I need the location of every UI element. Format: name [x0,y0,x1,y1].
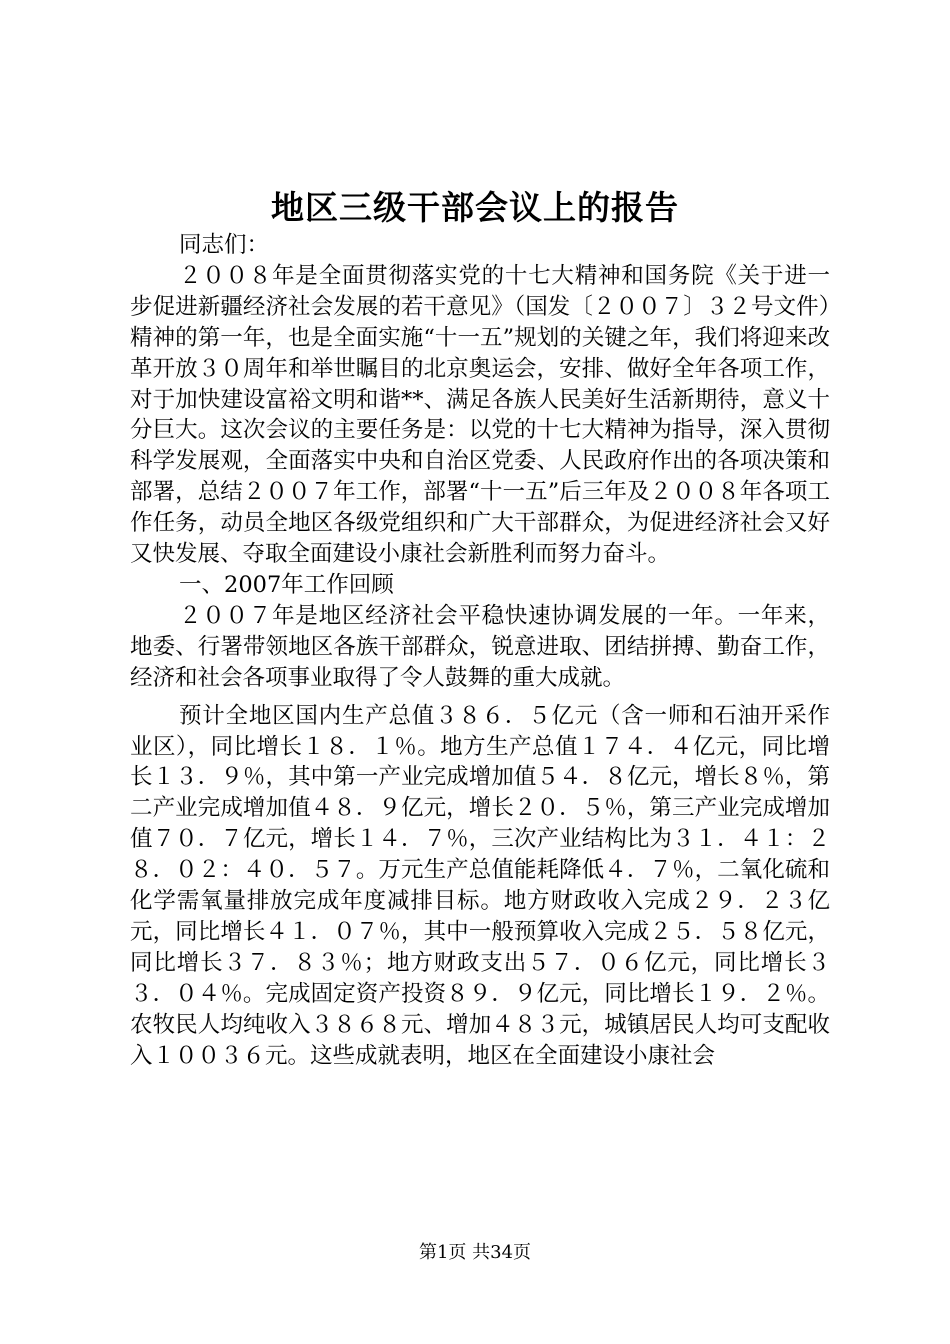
document-title: 地区三级干部会议上的报告 [271,188,679,227]
paragraph-economic-figures: 预计全地区国内生产总值３８６．５亿元（含一师和石油开采作业区），同比增长１８．１％。地方生产总值１７４．４亿元，同比增长１３．９％，其中第一产业完成增加值５４．８亿元，增长８％，第二产业完成增加值４８．９亿元，增长２０．５％，第三产业完成增加值７０．７亿元，增长１４．７％，三次产业结构比为３１．４１：２８．０２：４０．５７。万元生产总值能耗降低４．７％，二氧化硫和化学需氧量排放完成年度减排目标。地方财政收入完成２９．２３亿元，同比增长４１．０７％，其中一般预算收入完成２５．５８亿元，同比增长３７．８３％；地方财政支出５７．０６亿元，同比增长３３．０４％。完成固定资产投资８９．９亿元，同比增长１９．２％。农牧民人均纯收入３８６８元、增加４８３元，城镇居民人均可支配收入１００３６元。这些成就表明，地区在全面建设小康社会 [130,702,830,1069]
paragraph-review-summary: ２００７年是地区经济社会平稳快速协调发展的一年。一年来，地委、行署带领地区各族干部群众，锐意进取、团结拼搏、勤奋工作，经济和社会各项事业取得了令人鼓舞的重大成就。 [130,602,830,691]
page-footer: 第1页 共34页 [418,1242,532,1263]
section-heading: 一、2007年工作回顾 [179,571,394,598]
salutation: 同志们： [179,232,270,258]
document-body [130,230,830,1071]
paragraph-intro: ２００８年是全面贯彻落实党的十七大精神和国务院《关于进一步促进新疆经济社会发展的若干意见》（国发〔２００７〕３２号文件）精神的第一年，也是全面实施“十一五”规划的关键之年，我们将迎来改革开放３０周年和举世瞩目的北京奥运会，安排、做好全年各项工作，对于加快建设富裕文明和谐**、满足各族人民美好生活新期待，意义十分巨大。这次会议的主要任务是：以党的十七大精神为指导，深入贯彻科学发展观，全面落实中央和自治区党委、人民政府作出的各项决策和部署，总结２００７年工作，部署“十一五”后三年及２００８年各项工作任务，动员全地区各级党组织和广大干部群众，为促进经济社会又好又快发展、夺取全面建设小康社会新胜利而努力奋斗。 [130,262,830,568]
